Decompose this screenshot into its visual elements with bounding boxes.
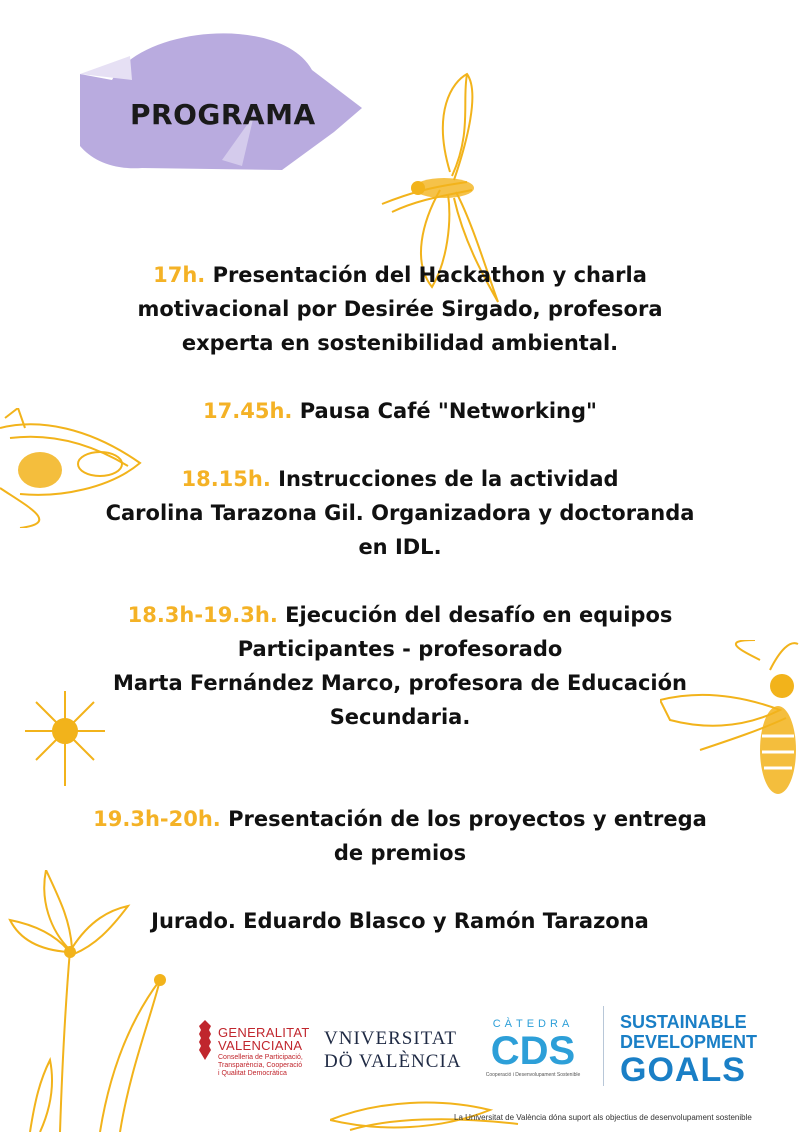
schedule-text: motivacional por Desirée Sirgado, profesora (137, 297, 663, 321)
schedule-text: Pausa Café "Networking" (299, 399, 597, 423)
schedule-item (60, 258, 740, 360)
generalitat-name-line: VALENCIANA (218, 1038, 303, 1053)
schedule-text: Secundaria. (329, 705, 471, 729)
dragonfly-illustration (330, 1090, 520, 1132)
schedule-text: Ejecución del desafío en equipos (285, 603, 673, 627)
schedule-item (60, 462, 740, 564)
sdg-goals: GOALS (620, 1051, 746, 1089)
generalitat-sub-line: Transparència, Cooperació (218, 1062, 303, 1069)
footer-caption: La Universitat de València dóna suport als objectius de desenvolupament sostenible (454, 1113, 752, 1122)
generalitat-sub-line: i Qualitat Democràtica (218, 1070, 287, 1077)
sdg-line: DEVELOPMENT (620, 1032, 758, 1052)
schedule-text: Marta Fernández Marco, profesora de Educación (112, 671, 688, 695)
jury-text: Jurado. Eduardo Blasco y Ramón Tarazona (151, 909, 649, 933)
sdg-line: SUSTAINABLE (620, 1012, 747, 1032)
schedule-item (60, 802, 740, 870)
catedra-label: CÀTEDRA (492, 1018, 574, 1030)
page-title: PROGRAMA (130, 98, 316, 131)
schedule-text: Presentación de los proyectos y entrega (228, 807, 707, 831)
catedra-main: CDS (490, 1029, 576, 1073)
schedule-item (60, 598, 740, 734)
schedule-text: en IDL. (358, 535, 442, 559)
schedule-text: experta en sostenibilidad ambiental. (181, 331, 619, 355)
schedule-text: Carolina Tarazona Gil. Organizadora y doctoranda (105, 501, 695, 525)
universitat-line: DÖ VALÈNCIA (324, 1051, 462, 1072)
catedra-cds-logo (478, 1018, 588, 1088)
logo-divider (603, 1006, 604, 1086)
schedule-time: 17h. (153, 263, 206, 287)
generalitat-logo (196, 1018, 316, 1078)
catedra-sub: Cooperació i Desenvolupament Sostenible (485, 1072, 581, 1078)
schedule-time: 18.15h. (181, 467, 271, 491)
generalitat-shield-icon (196, 1020, 214, 1060)
schedule-text: de premios (333, 841, 467, 865)
generalitat-sub-line: Conselleria de Participació, (218, 1054, 303, 1061)
schedule-text: Instrucciones de la actividad (278, 467, 619, 491)
schedule-time: 19.3h-20h. (93, 807, 221, 831)
schedule (60, 258, 740, 938)
schedule-text: Participantes - profesorado (237, 637, 563, 661)
schedule-time: 17.45h. (203, 399, 293, 423)
title-banner (72, 20, 372, 170)
schedule-time: 18.3h-19.3h. (127, 603, 278, 627)
schedule-text: Presentación del Hackathon y charla (212, 263, 647, 287)
lilac-blob-shape (72, 20, 372, 170)
generalitat-name-line: GENERALITAT (218, 1025, 310, 1040)
schedule-item (60, 394, 740, 428)
universitat-line: VNIVERSITAT (324, 1028, 457, 1049)
sdg-logo (620, 1012, 770, 1092)
universitat-logo (324, 1028, 464, 1078)
